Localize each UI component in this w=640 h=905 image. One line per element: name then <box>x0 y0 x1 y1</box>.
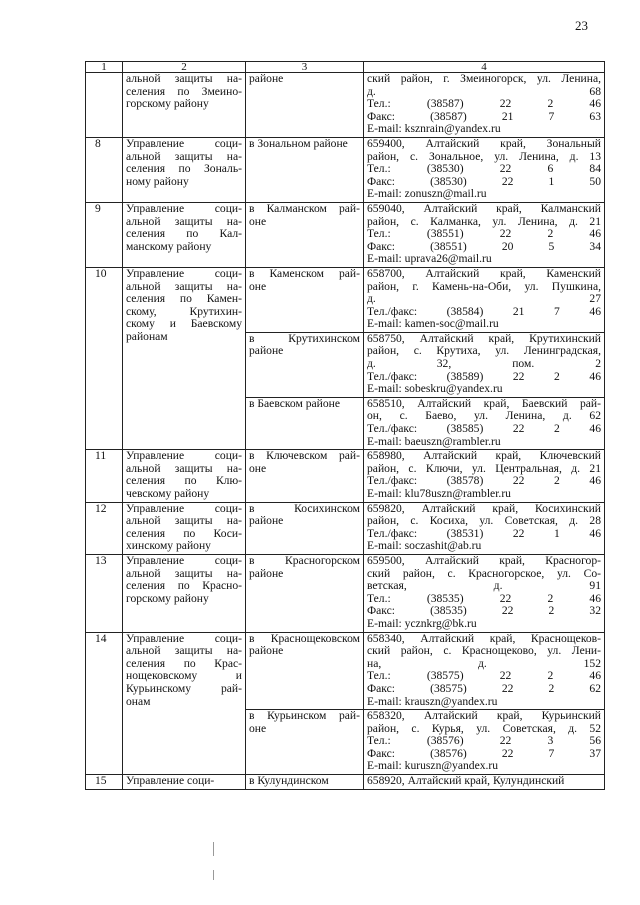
cell-text-line: Управление соци- <box>126 774 215 788</box>
cell-text-line: Управление соци- <box>126 136 242 150</box>
table-row <box>86 502 605 554</box>
cell-text-line: 658340, Алтайский край, Краснощеков- <box>367 631 601 645</box>
cell-text-line: Управление соци- <box>126 266 242 280</box>
cell-text-line: 658980, Алтайский край, Ключевский <box>367 449 601 463</box>
cell-text-line: ский район, с. Красногорское, ул. Со- <box>367 566 601 580</box>
cell-text-line: Управление соци- <box>126 631 242 645</box>
row-number-cell: 14 <box>86 632 123 775</box>
row-number-cell: 15 <box>86 775 123 790</box>
cell-text-line: 658700, Алтайский край, Каменский <box>367 266 601 280</box>
cell-text-line: селения по Крас- <box>126 656 242 670</box>
cell-text-line: селения по Коси- <box>126 526 242 540</box>
cell-text-line: ному району <box>126 174 189 188</box>
contacts-cell <box>364 332 605 397</box>
cell-text-line: д. 27 <box>367 292 601 306</box>
cell-text-line: ский район, г. Змеиногорск, ул. Ленина, <box>367 72 601 85</box>
table-body <box>86 62 605 790</box>
table-row <box>86 775 605 790</box>
district-cell <box>246 554 364 632</box>
table-row <box>86 267 605 332</box>
cell-text-line: Факс: (38575) 22 2 62 <box>367 681 601 695</box>
cell-text-line: E-mail: zonuszn@mail.ru <box>367 187 487 201</box>
cell-text-line: в Ключевском рай- <box>249 449 360 463</box>
table-row <box>86 202 605 267</box>
cell-text-line: селения по Красно- <box>126 579 242 593</box>
district-cell <box>246 202 364 267</box>
cell-text-line: в Курьинском рай- <box>249 709 360 723</box>
header-cell-4: 4 <box>364 62 605 73</box>
district-cell <box>246 267 364 332</box>
cell-text-line: Тел./факс: (38584) 21 7 46 <box>367 304 601 318</box>
cell-text-line: скому и Баевскому <box>126 317 242 331</box>
contacts-cell <box>364 397 605 449</box>
cell-text-line: горскому району <box>126 591 209 605</box>
row-number-cell: 10 <box>86 267 123 449</box>
cell-text-line: чевскому району <box>126 487 210 500</box>
row-number-cell: 8 <box>86 137 123 202</box>
cell-text-line: на, д. 152 <box>367 656 601 670</box>
organization-cell <box>123 137 246 202</box>
cell-text-line: районе <box>249 72 284 85</box>
cell-text-line: E-mail: sobeskru@yandex.ru <box>367 382 503 396</box>
cell-text-line: он, с. Баево, ул. Ленина, д. 62 <box>367 409 601 423</box>
cell-text-line: оне <box>249 721 267 735</box>
cell-text-line: районам <box>126 329 168 343</box>
cell-text-line: район, г. Камень-на-Оби, ул. Пушкина, <box>367 279 601 293</box>
cell-text-line: район, с. Калманка, ул. Ленина, д. 21 <box>367 214 601 228</box>
cell-text-line: селения по Кал- <box>126 227 242 241</box>
cell-text-line: Тел./факс: (38589) 22 2 46 <box>367 369 601 383</box>
cell-text-line: районе <box>249 566 284 580</box>
cell-text-line: альной защиты на- <box>126 461 242 475</box>
cell-text-line: 659040, Алтайский край, Калманский <box>367 201 601 215</box>
district-cell <box>246 502 364 554</box>
contacts-cell <box>364 554 605 632</box>
cell-text-line: Курьинскому рай- <box>126 681 242 695</box>
cell-text-line: в Зональном районе <box>249 136 348 150</box>
cell-text-line: Управление соци- <box>126 501 242 515</box>
cell-text-line: 659820, Алтайский край, Косихинский <box>367 501 601 515</box>
row-number-cell: 11 <box>86 450 123 502</box>
district-cell <box>246 332 364 397</box>
cell-text-line: 658320, Алтайский край, Курьинский <box>367 709 601 723</box>
cell-text-line: район, с. Косиха, ул. Советская, д. 28 <box>367 514 601 528</box>
table-row <box>86 137 605 202</box>
agencies-table <box>85 61 605 790</box>
cell-text-line: скому, Крутихин- <box>126 304 242 318</box>
organization-cell <box>123 73 246 138</box>
cell-text-line: хинскому району <box>126 539 211 553</box>
cell-text-line: районе <box>249 644 284 658</box>
district-cell <box>246 710 364 775</box>
cell-text-line: оне <box>249 279 267 293</box>
cell-text-line: E-mail: klu78uszn@rambler.ru <box>367 487 511 500</box>
cell-text-line: в Крутихинском <box>249 331 360 345</box>
cell-text-line: селения по Зональ- <box>126 162 242 176</box>
table-row <box>86 450 605 502</box>
district-cell <box>246 137 364 202</box>
cell-text-line: Факс: (38587) 21 7 63 <box>367 109 601 123</box>
cell-text-line: Тел./факс: (38578) 22 2 46 <box>367 474 601 488</box>
cell-text-line: в Кулундинском <box>249 774 329 788</box>
cell-text-line: онам <box>126 694 151 708</box>
district-cell <box>246 450 364 502</box>
cell-text-line: альной защиты на- <box>126 514 242 528</box>
cell-text-line: район, с. Ключи, ул. Центральная, д. 21 <box>367 461 601 475</box>
cell-text-line: Тел.: (38551) 22 2 46 <box>367 227 601 241</box>
row-number-cell: 13 <box>86 554 123 632</box>
cell-text-line: Тел.: (38535) 22 2 46 <box>367 591 601 605</box>
cell-text-line: 658920, Алтайский край, Кулундинский <box>367 774 565 788</box>
district-cell <box>246 397 364 449</box>
table-header-row <box>86 62 605 73</box>
cell-text-line: в Баевском районе <box>249 396 341 410</box>
cell-text-line: район, с. Крутиха, ул. Ленинградская, <box>367 344 601 358</box>
cell-text-line: оне <box>249 214 267 228</box>
cell-text-line: селения по Клю- <box>126 474 242 488</box>
contacts-cell <box>364 73 605 138</box>
organization-cell <box>123 450 246 502</box>
header-cell-3: 3 <box>246 62 364 73</box>
cell-text-line: в Краснощековском <box>249 631 360 645</box>
contacts-cell <box>364 632 605 710</box>
cell-text-line: Тел./факс: (38585) 22 2 46 <box>367 422 601 436</box>
row-number-cell: 9 <box>86 202 123 267</box>
cell-text-line: E-mail: kamen-soc@mail.ru <box>367 317 499 331</box>
cell-text-line: в Косихинском <box>249 501 360 515</box>
cell-text-line: E-mail: ksznrain@yandex.ru <box>367 122 501 136</box>
cell-text-line: альной защиты на- <box>126 566 242 580</box>
organization-cell <box>123 775 246 790</box>
cell-text-line: 658510, Алтайский край, Баевский рай- <box>367 396 601 410</box>
cell-text-line: E-mail: krauszn@yandex.ru <box>367 694 498 708</box>
row-number-cell <box>86 73 123 138</box>
cell-text-line: нощековскому и <box>126 669 242 683</box>
cell-text-line: альной защиты на- <box>126 214 242 228</box>
cell-text-line: ский район, с. Краснощеково, ул. Лени- <box>367 644 601 658</box>
organization-cell <box>123 502 246 554</box>
header-cell-2: 2 <box>123 62 246 73</box>
district-cell <box>246 632 364 710</box>
cell-text-line: Факс: (38576) 22 7 37 <box>367 746 601 760</box>
cell-text-line: район, с. Курья, ул. Советская, д. 52 <box>367 721 601 735</box>
district-cell <box>246 775 364 790</box>
cell-text-line: 659500, Алтайский край, Красногор- <box>367 553 601 567</box>
organization-cell <box>123 554 246 632</box>
table-row <box>86 73 605 138</box>
cell-text-line: селения по Змеино- <box>126 84 242 98</box>
contacts-cell <box>364 267 605 332</box>
cell-text-line: E-mail: kuruszn@yandex.ru <box>367 759 499 773</box>
cell-text-line: д. 32, пом. 2 <box>367 357 601 371</box>
header-cell-1: 1 <box>86 62 123 73</box>
cell-text-line: горскому району <box>126 97 209 111</box>
cell-text-line: оне <box>249 461 267 475</box>
cell-text-line: селения по Камен- <box>126 292 242 306</box>
table-row <box>86 632 605 710</box>
cell-text-line: районе <box>249 344 284 358</box>
cell-text-line: альной защиты на- <box>126 72 242 85</box>
cell-text-line: 659400, Алтайский край, Зональный <box>367 136 601 150</box>
row-number-cell: 12 <box>86 502 123 554</box>
organization-cell <box>123 632 246 775</box>
cell-text-line: Тел.: (38576) 22 3 56 <box>367 734 601 748</box>
cell-text-line: Факс: (38535) 22 2 32 <box>367 604 601 618</box>
cell-text-line: Управление соци- <box>126 201 242 215</box>
contacts-cell <box>364 202 605 267</box>
cell-text-line: 658750, Алтайский край, Крутихинский <box>367 331 601 345</box>
contacts-cell <box>364 450 605 502</box>
cell-text-line: E-mail: ycznkrg@bk.ru <box>367 616 477 630</box>
table-row <box>86 554 605 632</box>
contacts-cell <box>364 775 605 790</box>
margin-tick-mark <box>213 870 214 880</box>
organization-cell <box>123 202 246 267</box>
cell-text-line: районе <box>249 514 284 528</box>
cell-text-line: манскому району <box>126 239 212 253</box>
contacts-cell <box>364 137 605 202</box>
cell-text-line: E-mail: baeuszn@rambler.ru <box>367 434 501 448</box>
cell-text-line: в Каменском рай- <box>249 266 360 280</box>
cell-text-line: ветская, д. 91 <box>367 579 601 593</box>
page-number: 23 <box>575 18 588 33</box>
cell-text-line: Тел.: (38530) 22 6 84 <box>367 162 601 176</box>
cell-text-line: в Калманском рай- <box>249 201 360 215</box>
cell-text-line: Тел./факс: (38531) 22 1 46 <box>367 526 601 540</box>
cell-text-line: E-mail: soczashit@ab.ru <box>367 539 482 553</box>
cell-text-line: Управление соци- <box>126 449 242 463</box>
organization-cell <box>123 267 246 449</box>
cell-text-line: д. 68 <box>367 84 601 98</box>
cell-text-line: Тел.: (38587) 22 2 46 <box>367 97 601 111</box>
cell-text-line: Тел.: (38575) 22 2 46 <box>367 669 601 683</box>
cell-text-line: альной защиты на- <box>126 149 242 163</box>
cell-text-line: район, с. Зональное, ул. Ленина, д. 13 <box>367 149 601 163</box>
margin-tick-mark <box>213 842 214 856</box>
cell-text-line: в Красногорском <box>249 553 360 567</box>
cell-text-line: альной защиты на- <box>126 279 242 293</box>
cell-text-line: Факс: (38551) 20 5 34 <box>367 239 601 253</box>
cell-text-line: E-mail: uprava26@mail.ru <box>367 252 492 266</box>
district-cell <box>246 73 364 138</box>
cell-text-line: Факс: (38530) 22 1 50 <box>367 174 601 188</box>
contacts-cell <box>364 502 605 554</box>
cell-text-line: альной защиты на- <box>126 644 242 658</box>
cell-text-line: Управление соци- <box>126 553 242 567</box>
contacts-cell <box>364 710 605 775</box>
